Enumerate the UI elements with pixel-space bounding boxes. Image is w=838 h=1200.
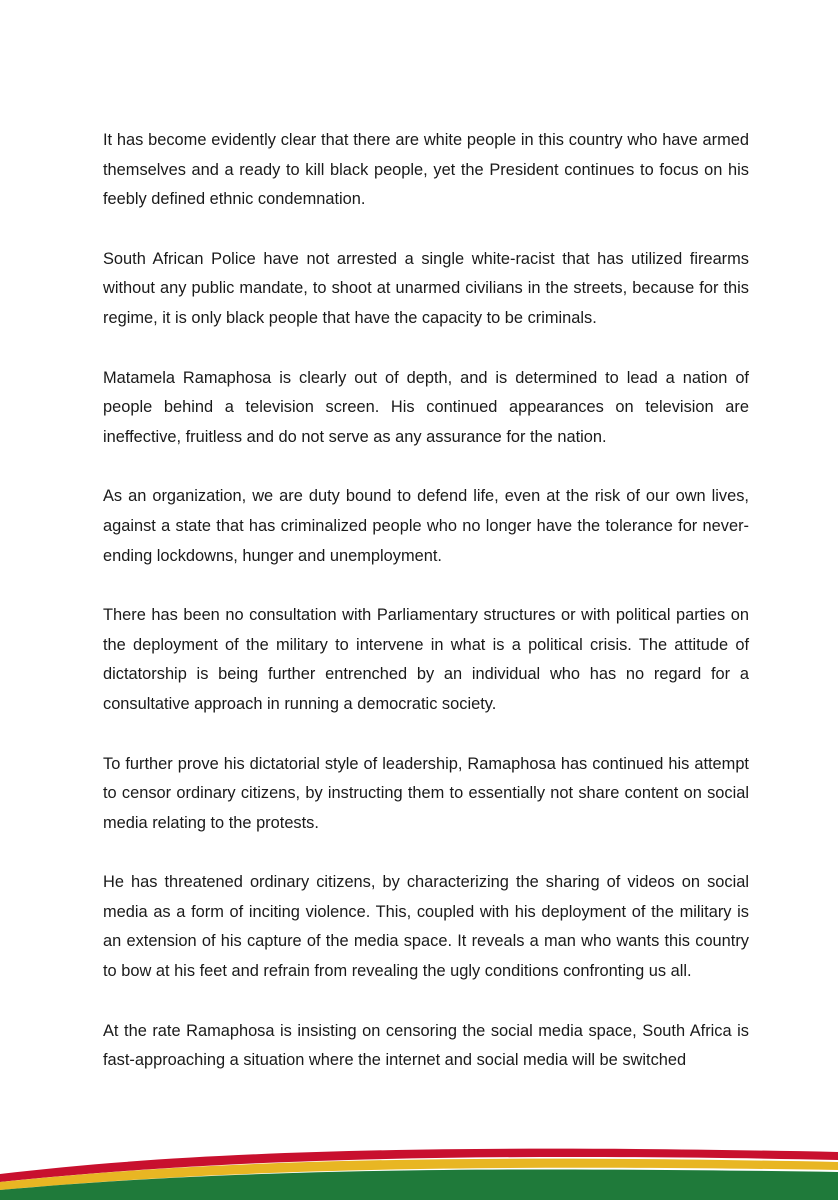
paragraph-5: There has been no consultation with Parliamentary structures or with political parties on the deployment of the military to intervene in what is a political crisis. The attitude of dictatorship is being further entrenched by an individual who has no regard for a consultative approach in running a democratic society. bbox=[103, 606, 749, 713]
paragraph-7: He has threatened ordinary citizens, by characterizing the sharing of videos on social media as a form of inciting violence. This, coupled with his deployment of the military is an extension of his capture of the media space. It reveals a man who wants this country to bow at his feet and refrain from revealing the ugly conditions confronting us all. bbox=[103, 873, 749, 981]
document-body bbox=[103, 126, 749, 1106]
paragraph-6: To further prove his dictatorial style of leadership, Ramaphosa has continued his attempt to censor ordinary citizens, by instructing them to essentially not share content on social media relating to the protests. bbox=[103, 754, 749, 832]
footer-decorative-swoosh bbox=[0, 1130, 838, 1200]
paragraph-1: It has become evidently clear that there are white people in this country who have armed themselves and a ready to kill black people, yet the President continues to focus on his feebly defined ethnic condemnation. bbox=[103, 131, 749, 209]
paragraph-2: South African Police have not arrested a single white-racist that has utilized firearms without any public mandate, to shoot at unarmed civilians in the streets, because for this regime, it is only black people that have the capacity to be criminals. bbox=[103, 249, 749, 327]
paragraph-4: As an organization, we are duty bound to defend life, even at the risk of our own lives, against a state that has criminalized people who no longer have the tolerance for never-ending lockdowns, hunger and unemployment. bbox=[103, 487, 749, 565]
paragraph-3: Matamela Ramaphosa is clearly out of depth, and is determined to lead a nation of people behind a television screen. His continued appearances on television are ineffective, fruitless and do not serve as any assurance for the nation. bbox=[103, 368, 749, 446]
paragraph-8: At the rate Ramaphosa is insisting on censoring the social media space, South Africa is fast-approaching a situation where the internet and social media will be switched bbox=[103, 1021, 749, 1070]
